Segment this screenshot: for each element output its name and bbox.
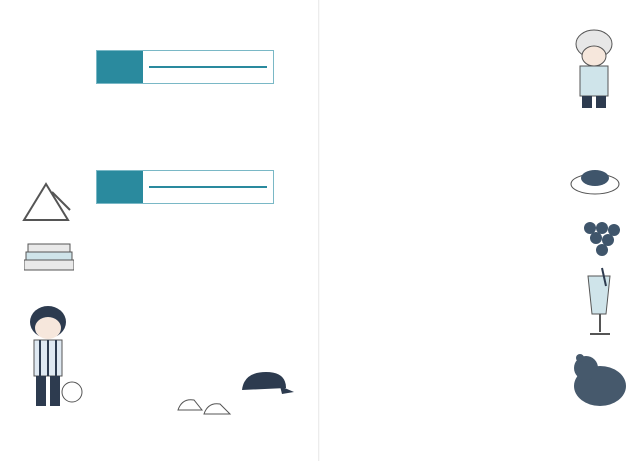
grapes-icon xyxy=(578,218,622,258)
section-2-tag xyxy=(97,171,143,203)
vaulting-box-icon xyxy=(24,240,74,274)
firefighter-character-illustration xyxy=(564,26,624,110)
cap-icon xyxy=(236,368,294,398)
section-2-title xyxy=(149,186,267,188)
spaghetti-plate-icon xyxy=(570,160,620,196)
section-2-header xyxy=(96,170,274,204)
drink-glass-icon xyxy=(582,266,616,340)
triangle-instrument-icon xyxy=(18,180,74,226)
section-1-tag xyxy=(97,51,143,83)
right-page xyxy=(320,0,640,461)
bear-illustration xyxy=(566,350,630,410)
section-1-header xyxy=(96,50,274,84)
boy-soccer-illustration xyxy=(14,300,84,410)
section-1-title xyxy=(149,66,267,68)
sneakers-icon xyxy=(176,392,232,420)
